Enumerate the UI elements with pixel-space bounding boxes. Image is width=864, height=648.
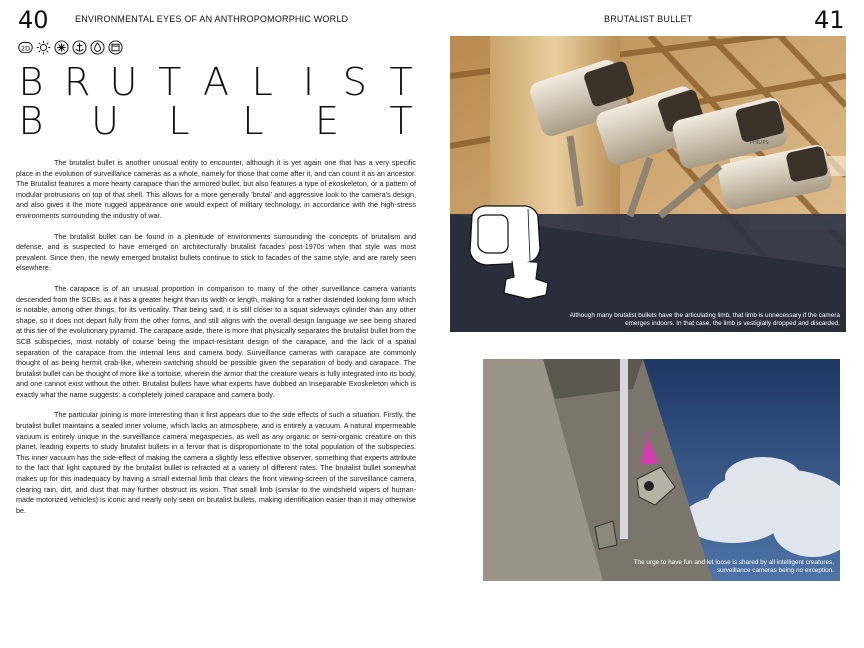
2d-badge-icon	[18, 40, 33, 55]
running-head-left: ENVIRONMENTAL EYES OF AN ANTHROPOMORPHIC WORLD	[75, 14, 349, 24]
title-letter: T	[389, 60, 413, 104]
title-line-2	[16, 99, 416, 143]
classification-icons	[18, 40, 123, 55]
sparkle-icon	[54, 40, 69, 55]
anchor-icon	[72, 40, 87, 55]
title-letter: U	[91, 99, 119, 143]
title-letter: A	[203, 60, 229, 104]
title-letter: R	[64, 60, 91, 104]
title-letter: T	[158, 60, 182, 104]
2d-badge-label: 2D	[20, 44, 31, 53]
title-letter: B	[18, 60, 44, 104]
camera-brand-label: PHILIPS	[750, 140, 769, 146]
title-letter: I	[302, 60, 315, 104]
page-number-left: 40	[18, 6, 49, 34]
drop-icon	[90, 40, 105, 55]
title-letter: L	[242, 99, 264, 143]
article-body	[16, 158, 416, 526]
body-paragraph: The brutalist bullet is another unusual entity to encounter, although it is yet again one that has a very specific place in the evolution of surveillance cameras as a whole, namely for those that come after it, and can count it as an ancestor. The Brutalist features a more hearty carapace than the armored bullet, but also features a type of exoskeleton, or a pattern of modular protrusions on top of that shell. This allows for a more generally 'brutal' and aggressive look to the camera's design, and also gives it the more rugged appearance one would expect of military technology, in accordance with the high-stress environments surrounding the industry of war.	[16, 158, 416, 220]
title-letter: S	[342, 60, 367, 104]
body-paragraph: The particular joining is more interesting than it first appears due to the side effects of such a situation. Firstly, the brutalist bullet maintains a sealed inner volume, which lacks an atmosphere, and is entirely a vacuum. A natural impermeable vacuum is entirely unique in the surveillance camera megaspecies, as well as any organic or semi-organic creature on this planet, leading experts to study brutalist bullets in a fervor that is disproportionate to the total population of the subspecies. This inner vacuum has the side-effect of making the camera a slightly less effective observer, something that experts attribute to the fact that light captured by the brutalist bullet is refracted at a variety of different rates. The brutalist bullet somewhat makes up for this inadequacy by having a small external limb that clears the front viewing-screen of the surveillance camera, clearing rain, dirt, and dust that may further obstruct its vision. That small limb (similar to the windshield wipers of human-made motorized vehicles) is iconic and nearly only seen on brutalist bullets, making identification easier than it may otherwise be.	[16, 410, 416, 515]
photo-party-camera	[483, 359, 840, 581]
title-letter: T	[389, 99, 413, 143]
running-head-right: BRUTALIST BULLET	[604, 14, 693, 24]
photo2-caption: The urge to have fun and let loose is shared by all intelligent creatures, surveillance cameras being no exception.	[633, 559, 834, 574]
brutalist-bullet-sketch	[466, 203, 566, 311]
title-line-1	[16, 60, 416, 104]
window-icon	[108, 40, 123, 55]
body-paragraph: The brutalist bullet can be found in a plenitude of environments surrounding the concepts of brutalism and defense, and is suspected to have emerged on architecturally brutalist facades post-1970s when that style was most prevalent. Since then, the newly emerged brutalist bullets continue to stick to facades of the same style, and are rarely seen elsewhere.	[16, 231, 416, 273]
title-letter: L	[168, 99, 190, 143]
title-letter: B	[18, 99, 44, 143]
sun-icon	[36, 40, 51, 55]
photo1-caption: Although many brutalist bullets have the articulating limb, that limb is unnecessary if the camera emerges indoors. In that case, the limb is vestigially dropped and discarded.	[569, 312, 840, 327]
body-paragraph: The carapace is of an unusual proportion in comparison to many of the other surveillance camera variants descended from the SCBs, as it has a greater height than its width or length, making for a rather distended looking form which is notable, among other things, for its verticality. That being said, it is still closer to a squat sideways cylinder than any other shape, so it does not depart fully from the other forms, and still aligns with the overall design language we see being shared at this tier of the evolutionary pyramid. The carapace aside, there is more that physically separates the brutalist bullet from the SCB subspecies, most notably of course being the impact-resistant design of the carapace, and the lack of a spatial separation of the carapace from the internal lens and camera body. Surveillance cameras with carapace are commonly thought of as being hermit crab-like, wherein switching should be possible given the separation of body and carapace. The brutalist bullet can be thought of more like a tortoise, wherein the armor that the creature wears is fully integrated into its body, and one cannot exist without the other. Brutalist bullets have what experts have dubbed an Inseparable Exoskeleton which is exactly what the name suggests: a completely joined carapace and camera body.	[16, 283, 416, 399]
title-letter: U	[109, 60, 138, 104]
page-number-right: 41	[814, 6, 845, 34]
title-letter: L	[251, 60, 273, 104]
title-letter: E	[314, 99, 339, 143]
